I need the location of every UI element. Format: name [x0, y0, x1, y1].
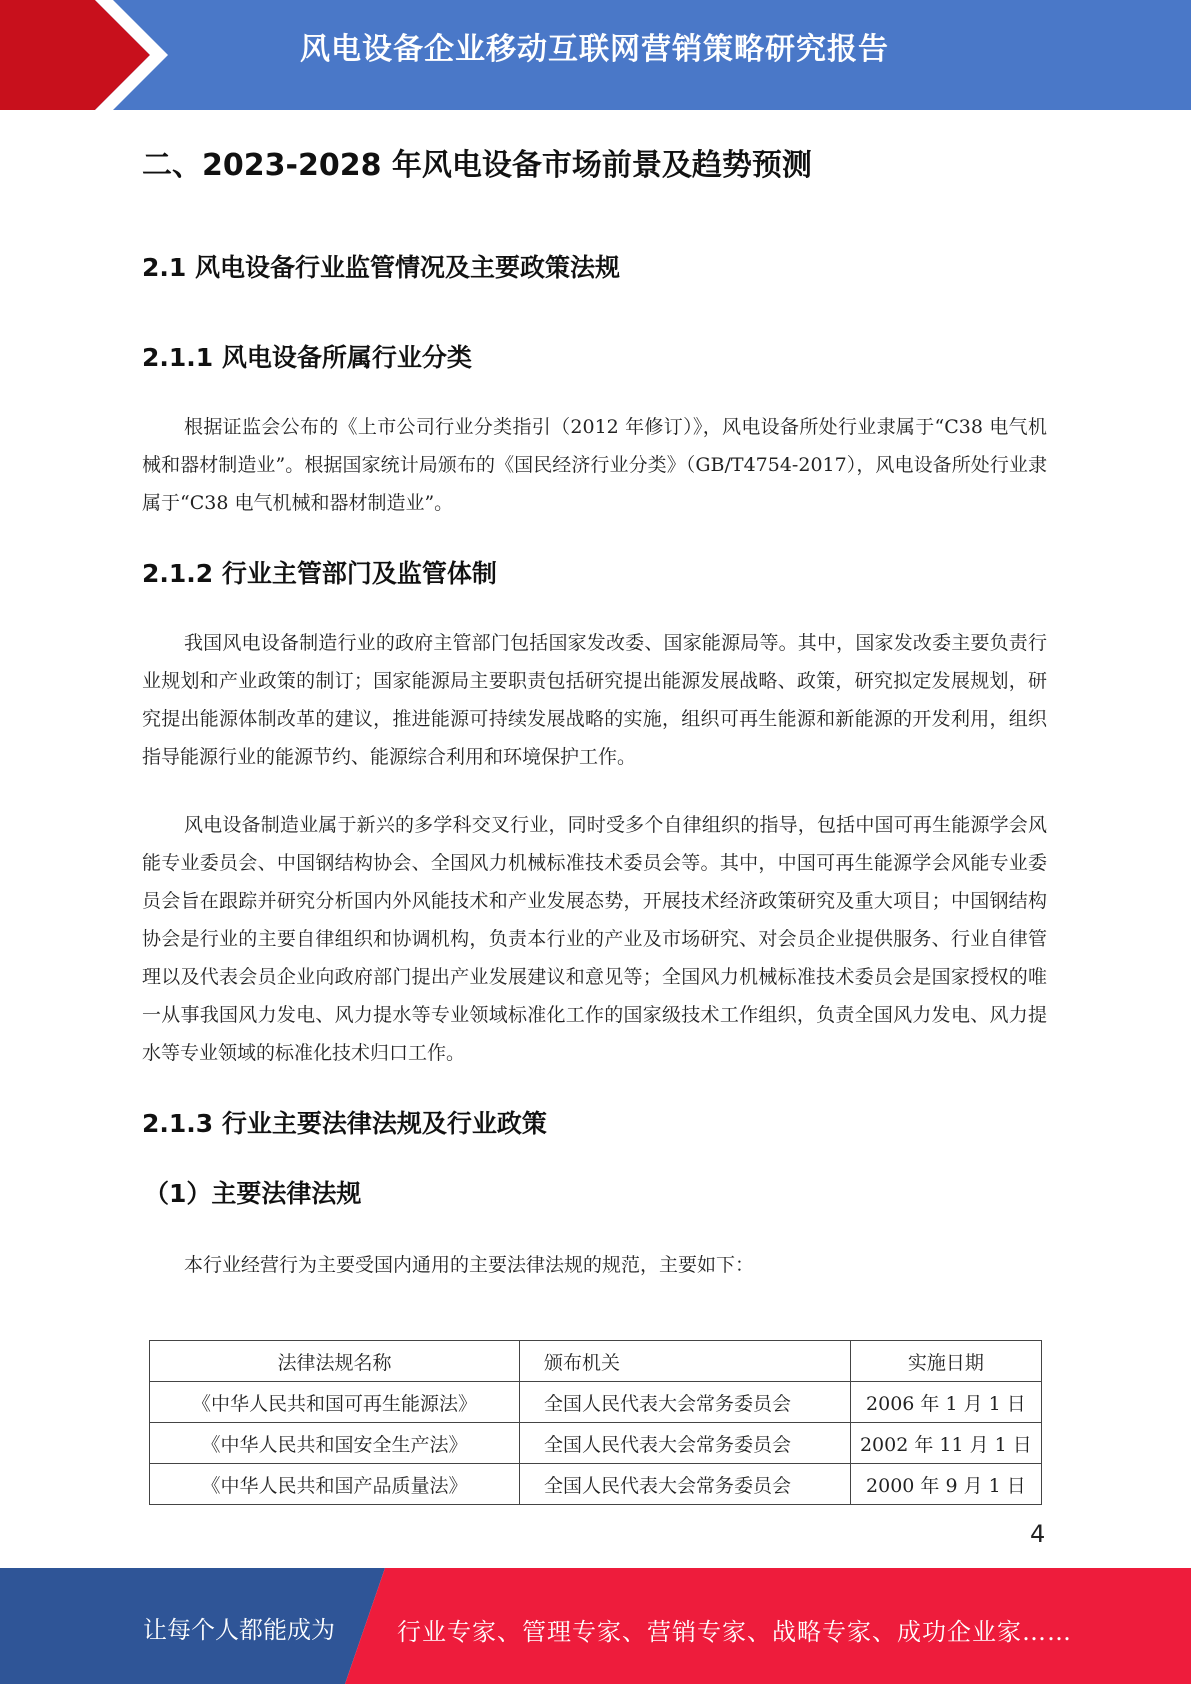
table-cell: 2002 年 11 月 1 日 — [850, 1423, 1041, 1464]
table-cell: 2000 年 9 月 1 日 — [850, 1464, 1041, 1505]
table-cell: 全国人民代表大会常务委员会 — [519, 1464, 850, 1505]
paragraph-laws-intro: 本行业经营行为主要受国内通用的主要法律法规的规范，主要如下： — [184, 1254, 755, 1276]
footer-slogan-left: 让每个人都能成为 — [143, 1616, 335, 1644]
laws-table — [149, 1340, 1042, 1505]
subsection-2-1-3-title: 2.1.3 行业主要法律法规及行业政策 — [142, 1109, 547, 1138]
table-cell: 全国人民代表大会常务委员会 — [519, 1382, 850, 1423]
table-header-cell: 实施日期 — [850, 1341, 1041, 1382]
table-cell: 《中华人民共和国产品质量法》 — [150, 1464, 520, 1505]
table-header-cell: 法律法规名称 — [150, 1341, 520, 1382]
paragraph-self-regulatory-organizations: 风电设备制造业属于新兴的多学科交叉行业，同时受多个自律组织的指导，包括中国可再生能源学会风能专业委员会、中国钢结构协会、全国风力机械标准技术委员会等。其中，中国可再生能源学会风能专业委员会旨在跟踪并研究分析国内外风能技术和产业发展态势，开展技术经济政策研究及重大项目；中国钢结构协会是行业的主要自律组织和协调机构，负责本行业的产业及市场研究、对会员企业提供服务、行业自律管理以及代表会员企业向政府部门提出产业发展建议和意见等；全国风力机械标准技术委员会是国家授权的唯一从事我国风力发电、风力提水等专业领域标准化工作的国家级技术工作组织，负责全国风力发电、风力提水等专业领域的标准化技术归口工作。 — [142, 814, 1047, 1064]
paragraph-regulatory-authorities: 我国风电设备制造行业的政府主管部门包括国家发改委、国家能源局等。其中，国家发改委主要负责行业规划和产业政策的制订；国家能源局主要职责包括研究提出能源发展战略、政策，研究拟定发展规划，研究提出能源体制改革的建议，推进能源可持续发展战略的实施，组织可再生能源和新能源的开发利用，组织指导能源行业的能源节约、能源综合利用和环境保护工作。 — [142, 632, 1047, 768]
report-title: 风电设备企业移动互联网营销策略研究报告 — [300, 32, 889, 67]
subsection-laws-title: （1）主要法律法规 — [144, 1179, 362, 1208]
page-header — [0, 0, 1191, 110]
table-cell: 《中华人民共和国安全生产法》 — [150, 1423, 520, 1464]
subsection-2-1-2-title: 2.1.2 行业主管部门及监管体制 — [142, 559, 497, 588]
table-header-cell: 颁布机关 — [519, 1341, 850, 1382]
table-row — [150, 1382, 1042, 1423]
table-cell: 2006 年 1 月 1 日 — [850, 1382, 1041, 1423]
footer-slogan-right: 行业专家、管理专家、营销专家、战略专家、成功企业家…… — [397, 1618, 1072, 1646]
paragraph-industry-classification: 根据证监会公布的《上市公司行业分类指引（2012 年修订）》，风电设备所处行业隶属于“C38 电气机械和器材制造业”。根据国家统计局颁布的《国民经济行业分类》（GB/T4754-2017），风电设备所处行业隶属于“C38 电气机械和器材制造业”。 — [142, 416, 1047, 514]
page-number: 4 — [1030, 1520, 1046, 1548]
table-cell: 《中华人民共和国可再生能源法》 — [150, 1382, 520, 1423]
table-header-row — [150, 1341, 1042, 1382]
table-row — [150, 1464, 1042, 1505]
table-cell: 全国人民代表大会常务委员会 — [519, 1423, 850, 1464]
section-title: 二、2023-2028 年风电设备市场前景及趋势预测 — [142, 148, 812, 183]
subsection-2-1-1-title: 2.1.1 风电设备所属行业分类 — [142, 343, 472, 372]
subsection-2-1-title: 2.1 风电设备行业监管情况及主要政策法规 — [142, 253, 620, 282]
table-row — [150, 1423, 1042, 1464]
